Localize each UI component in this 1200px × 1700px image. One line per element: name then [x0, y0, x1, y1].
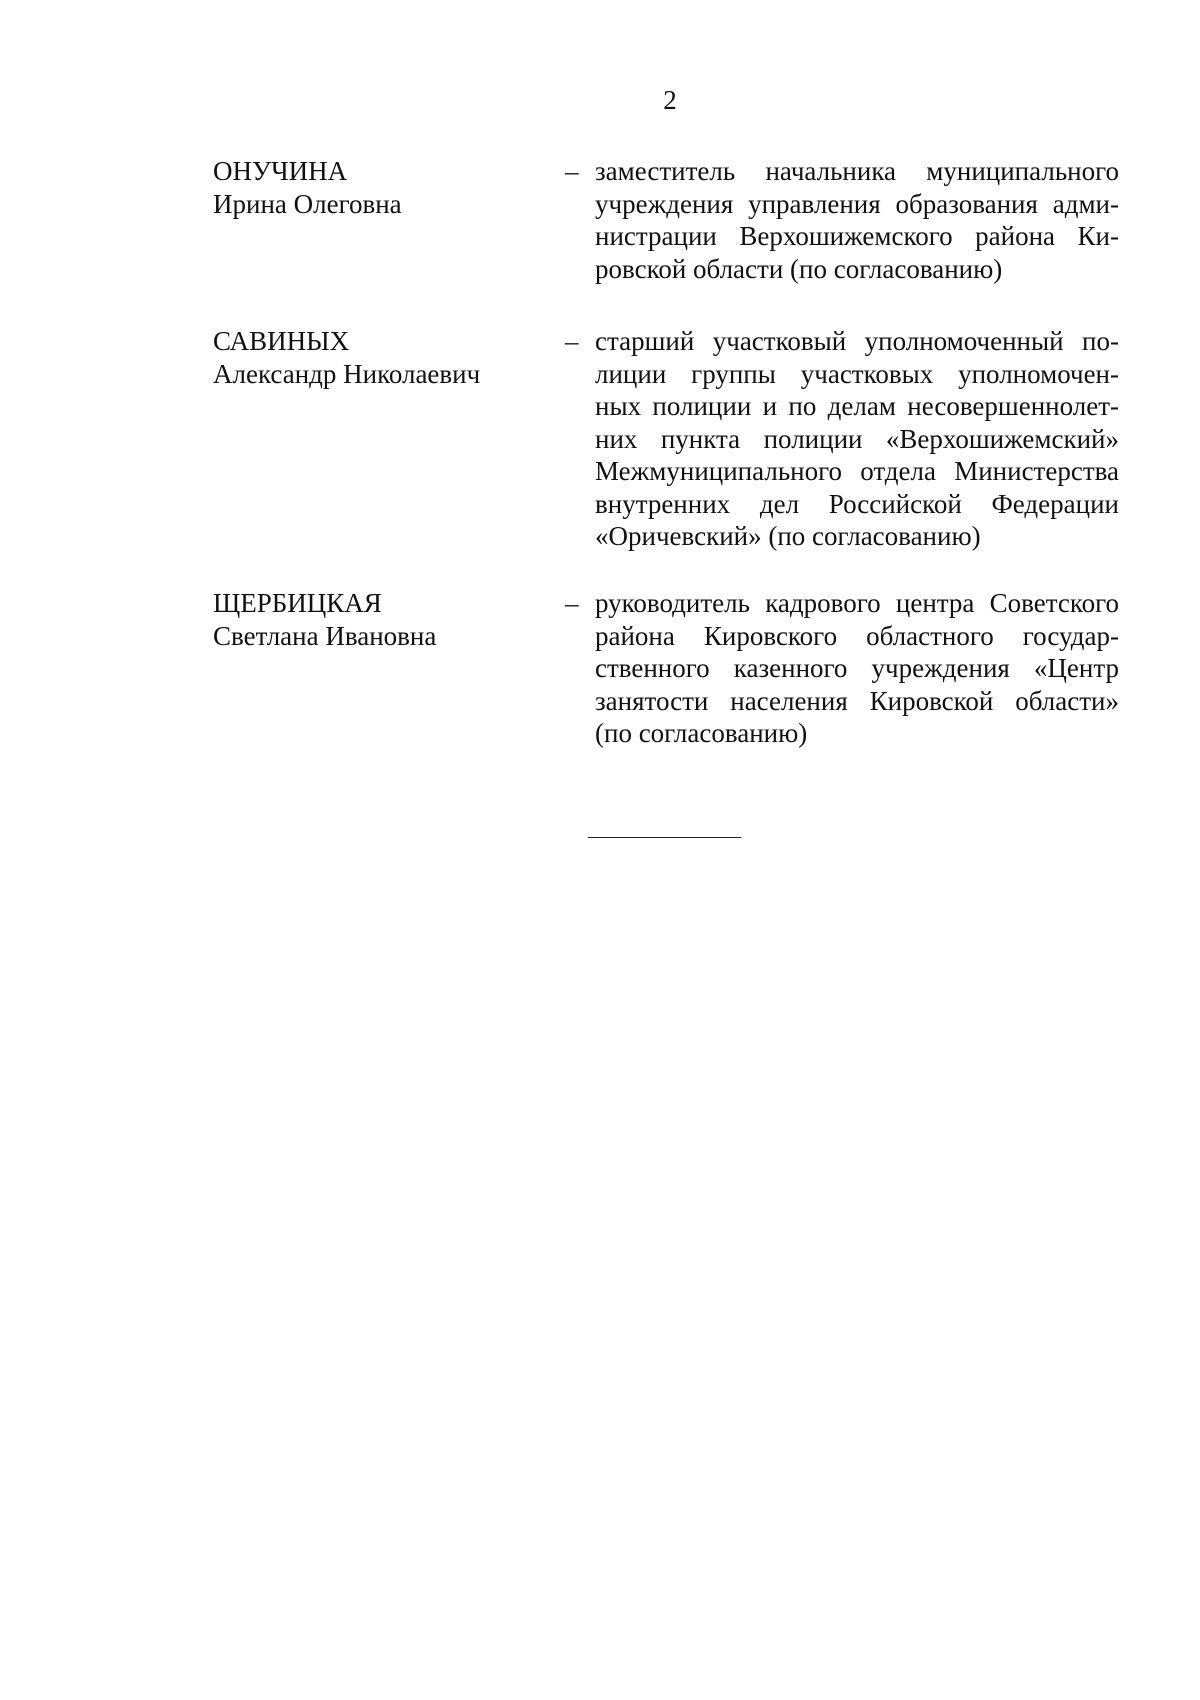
description-line: «Оричевский» (по согласованию): [595, 521, 981, 551]
description-line: учреждения управления образования адми-: [595, 188, 1119, 219]
description-line: внутренних дел Российской Федерации: [595, 488, 1119, 519]
description-line: нистрации Верхошижемского района Ки-: [595, 221, 1119, 251]
description-line: руководитель кадрового центра Советского: [595, 588, 1119, 618]
description-line: заместитель начальника муниципального: [595, 156, 1119, 186]
page-number: 2: [663, 85, 677, 115]
description-line: них пункта полиции «Верхошижемский»: [595, 423, 1119, 454]
dash-separator: –: [565, 326, 579, 356]
member-given-names: Ирина Олеговна: [213, 188, 402, 219]
member-name: [213, 155, 563, 220]
description-line: ровской области (по согласованию): [595, 253, 1003, 284]
member-given-names: Александр Николаевич: [213, 358, 481, 389]
end-of-list-rule: [588, 837, 741, 838]
description-line: лиции группы участковых уполномочен-: [595, 358, 1119, 389]
description-line: ственного казенного учреждения «Центр: [595, 653, 1119, 683]
description-line: района Кировского областного государ-: [595, 620, 1119, 651]
description-line: старший участковый уполномоченный по-: [595, 326, 1119, 356]
member-name: [213, 325, 563, 390]
member-surname: САВИНЫХ: [213, 326, 350, 356]
description-line: ных полиции и по делам несовершеннолет-: [595, 391, 1119, 421]
description-line: (по согласованию): [595, 718, 808, 748]
member-surname: ОНУЧИНА: [213, 156, 348, 186]
description-line: занятости населения Кировской области»: [595, 685, 1119, 716]
dash-separator: –: [565, 588, 579, 618]
description-line: Межмуниципального отдела Министерства: [595, 456, 1119, 486]
member-given-names: Светлана Ивановна: [213, 620, 437, 651]
dash-separator: –: [565, 156, 579, 186]
member-name: [213, 587, 563, 652]
member-surname: ЩЕРБИЦКАЯ: [213, 588, 382, 618]
